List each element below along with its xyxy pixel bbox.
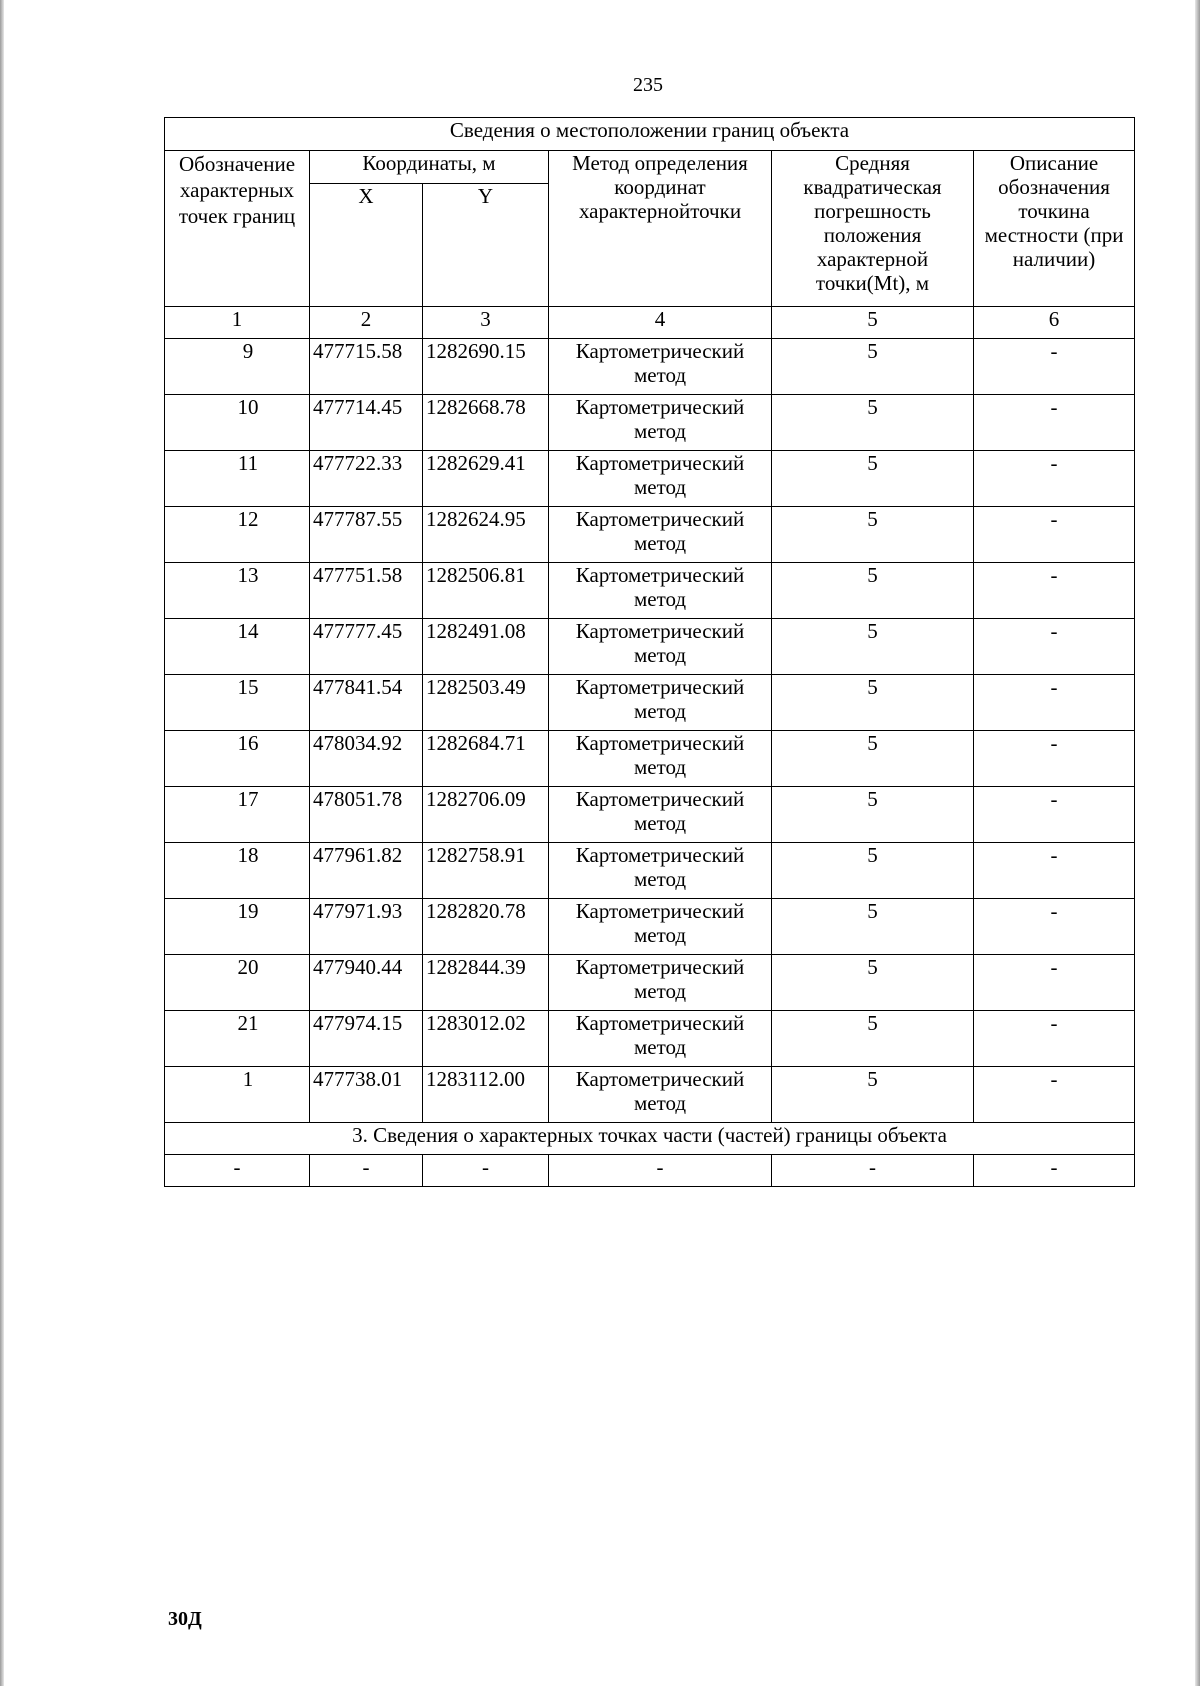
- determination-method: [549, 451, 772, 507]
- method-text: Картометрический: [575, 1011, 745, 1035]
- determination-method: [549, 675, 772, 731]
- method-text: метод: [633, 531, 687, 555]
- coordinate-y: 1282706.09: [423, 787, 549, 843]
- coordinate-x: 477722.33: [310, 451, 423, 507]
- coordinate-x: 477974.15: [310, 1011, 423, 1067]
- method-text: метод: [633, 475, 687, 499]
- point-description: -: [974, 787, 1135, 843]
- point-designation: 17: [165, 787, 310, 843]
- point-designation: 19: [165, 899, 310, 955]
- table-row: [165, 1067, 1135, 1123]
- column-number: 5: [772, 307, 974, 339]
- header-coordinates: Координаты, м: [310, 151, 549, 184]
- coordinate-x: 477751.58: [310, 563, 423, 619]
- method-text: метод: [633, 811, 687, 835]
- page-number: 235: [633, 74, 663, 96]
- determination-method: [549, 1011, 772, 1067]
- coordinate-x: 477940.44: [310, 955, 423, 1011]
- coordinate-x: 477738.01: [310, 1067, 423, 1123]
- coordinate-y: 1282684.71: [423, 731, 549, 787]
- coordinate-x: 477787.55: [310, 507, 423, 563]
- mean-square-error: 5: [772, 1011, 974, 1067]
- table-row: [165, 451, 1135, 507]
- point-description: -: [974, 339, 1135, 395]
- determination-method: [549, 507, 772, 563]
- table-row: [165, 843, 1135, 899]
- column-number-row: [165, 307, 1135, 339]
- empty-cell: -: [310, 1155, 423, 1187]
- point-description: -: [974, 955, 1135, 1011]
- coordinate-x: 478051.78: [310, 787, 423, 843]
- coordinate-y: 1282690.15: [423, 339, 549, 395]
- coordinate-y: 1282629.41: [423, 451, 549, 507]
- header-error: Средняя квадратическая погрешность положения характерной точки(Mt), м: [772, 151, 974, 307]
- empty-cell: -: [974, 1155, 1135, 1187]
- table-row: [165, 339, 1135, 395]
- point-designation: 18: [165, 843, 310, 899]
- table-title-row: [165, 118, 1135, 151]
- method-text: Картометрический: [575, 955, 745, 979]
- mean-square-error: 5: [772, 619, 974, 675]
- determination-method: [549, 1067, 772, 1123]
- point-designation: 1: [165, 1067, 310, 1123]
- determination-method: [549, 339, 772, 395]
- mean-square-error: 5: [772, 507, 974, 563]
- method-text: метод: [633, 699, 687, 723]
- point-designation: 16: [165, 731, 310, 787]
- point-designation: 20: [165, 955, 310, 1011]
- point-description: -: [974, 731, 1135, 787]
- mean-square-error: 5: [772, 339, 974, 395]
- method-text: Картометрический: [575, 731, 745, 755]
- table-row: [165, 675, 1135, 731]
- coordinate-y: 1282844.39: [423, 955, 549, 1011]
- header-x: X: [310, 184, 423, 307]
- header-designation: Обозначение характерных точек границ: [165, 151, 310, 307]
- column-number: 2: [310, 307, 423, 339]
- coordinate-y: 1282820.78: [423, 899, 549, 955]
- method-text: Картометрический: [575, 1067, 745, 1091]
- coordinate-x: 478034.92: [310, 731, 423, 787]
- point-designation: 11: [165, 451, 310, 507]
- point-description: -: [974, 395, 1135, 451]
- point-designation: 21: [165, 1011, 310, 1067]
- point-description: -: [974, 451, 1135, 507]
- coordinate-x: 477971.93: [310, 899, 423, 955]
- determination-method: [549, 395, 772, 451]
- method-text: метод: [633, 1035, 687, 1059]
- mean-square-error: 5: [772, 731, 974, 787]
- section-3-row: [165, 1123, 1135, 1155]
- coordinate-x: 477961.82: [310, 843, 423, 899]
- section-3-empty-row: [165, 1155, 1135, 1187]
- method-text: Картометрический: [575, 451, 745, 475]
- scan-edge-left: [0, 0, 4, 1686]
- point-description: -: [974, 899, 1135, 955]
- empty-cell: -: [423, 1155, 549, 1187]
- method-text: Картометрический: [575, 339, 745, 363]
- method-text: метод: [633, 979, 687, 1003]
- point-description: -: [974, 1067, 1135, 1123]
- method-text: Картометрический: [575, 395, 745, 419]
- header-row: [165, 151, 1135, 184]
- table-row: [165, 619, 1135, 675]
- method-text: метод: [633, 363, 687, 387]
- determination-method: [549, 955, 772, 1011]
- determination-method: [549, 787, 772, 843]
- point-description: -: [974, 675, 1135, 731]
- coordinate-y: 1283112.00: [423, 1067, 549, 1123]
- section-3-title: 3. Сведения о характерных точках части (частей) границы объекта: [165, 1123, 1135, 1155]
- point-description: -: [974, 563, 1135, 619]
- determination-method: [549, 731, 772, 787]
- mean-square-error: 5: [772, 395, 974, 451]
- scan-edge-right: [1195, 0, 1200, 1686]
- method-text: Картометрический: [575, 507, 745, 531]
- method-text: метод: [633, 587, 687, 611]
- determination-method: [549, 563, 772, 619]
- coordinate-y: 1282668.78: [423, 395, 549, 451]
- mean-square-error: 5: [772, 563, 974, 619]
- coordinate-x: 477715.58: [310, 339, 423, 395]
- mean-square-error: 5: [772, 955, 974, 1011]
- method-text: метод: [633, 923, 687, 947]
- empty-cell: -: [772, 1155, 974, 1187]
- table-title: Сведения о местоположении границ объекта: [165, 118, 1135, 151]
- point-designation: 10: [165, 395, 310, 451]
- boundary-coordinates-table: [164, 117, 1135, 1187]
- method-text: Картометрический: [575, 787, 745, 811]
- method-text: метод: [633, 419, 687, 443]
- determination-method: [549, 619, 772, 675]
- mean-square-error: 5: [772, 675, 974, 731]
- table-row: [165, 563, 1135, 619]
- header-y: Y: [423, 184, 549, 307]
- point-designation: 12: [165, 507, 310, 563]
- determination-method: [549, 843, 772, 899]
- empty-cell: -: [549, 1155, 772, 1187]
- column-number: 6: [974, 307, 1135, 339]
- point-designation: 14: [165, 619, 310, 675]
- point-designation: 15: [165, 675, 310, 731]
- method-text: метод: [633, 755, 687, 779]
- column-number: 3: [423, 307, 549, 339]
- determination-method: [549, 899, 772, 955]
- point-description: -: [974, 507, 1135, 563]
- table-row: [165, 899, 1135, 955]
- method-text: метод: [633, 1091, 687, 1115]
- table-row: [165, 395, 1135, 451]
- mean-square-error: 5: [772, 1067, 974, 1123]
- column-number: 1: [165, 307, 310, 339]
- coordinate-y: 1282503.49: [423, 675, 549, 731]
- coordinate-x: 477714.45: [310, 395, 423, 451]
- point-description: -: [974, 619, 1135, 675]
- header-description: Описание обозначения точкина местности (при наличии): [974, 151, 1135, 307]
- mean-square-error: 5: [772, 843, 974, 899]
- method-text: Картометрический: [575, 563, 745, 587]
- coordinate-y: 1282491.08: [423, 619, 549, 675]
- point-description: -: [974, 1011, 1135, 1067]
- coordinate-y: 1283012.02: [423, 1011, 549, 1067]
- table-row: [165, 955, 1135, 1011]
- mean-square-error: 5: [772, 451, 974, 507]
- column-number: 4: [549, 307, 772, 339]
- point-designation: 13: [165, 563, 310, 619]
- method-text: Картометрический: [575, 675, 745, 699]
- coordinate-x: 477841.54: [310, 675, 423, 731]
- table-row: [165, 1011, 1135, 1067]
- table-row: [165, 787, 1135, 843]
- method-text: метод: [633, 643, 687, 667]
- table-row: [165, 507, 1135, 563]
- method-text: Картометрический: [575, 899, 745, 923]
- coordinate-y: 1282624.95: [423, 507, 549, 563]
- coordinate-y: 1282506.81: [423, 563, 549, 619]
- empty-cell: -: [165, 1155, 310, 1187]
- method-text: Картометрический: [575, 619, 745, 643]
- method-text: метод: [633, 867, 687, 891]
- point-description: -: [974, 843, 1135, 899]
- table-row: [165, 731, 1135, 787]
- mean-square-error: 5: [772, 787, 974, 843]
- point-designation: 9: [165, 339, 310, 395]
- method-text: Картометрический: [575, 843, 745, 867]
- footer-code: 30Д: [168, 1608, 202, 1630]
- coordinate-x: 477777.45: [310, 619, 423, 675]
- mean-square-error: 5: [772, 899, 974, 955]
- header-method: Метод определения координат характернойточки: [549, 151, 772, 307]
- coordinate-y: 1282758.91: [423, 843, 549, 899]
